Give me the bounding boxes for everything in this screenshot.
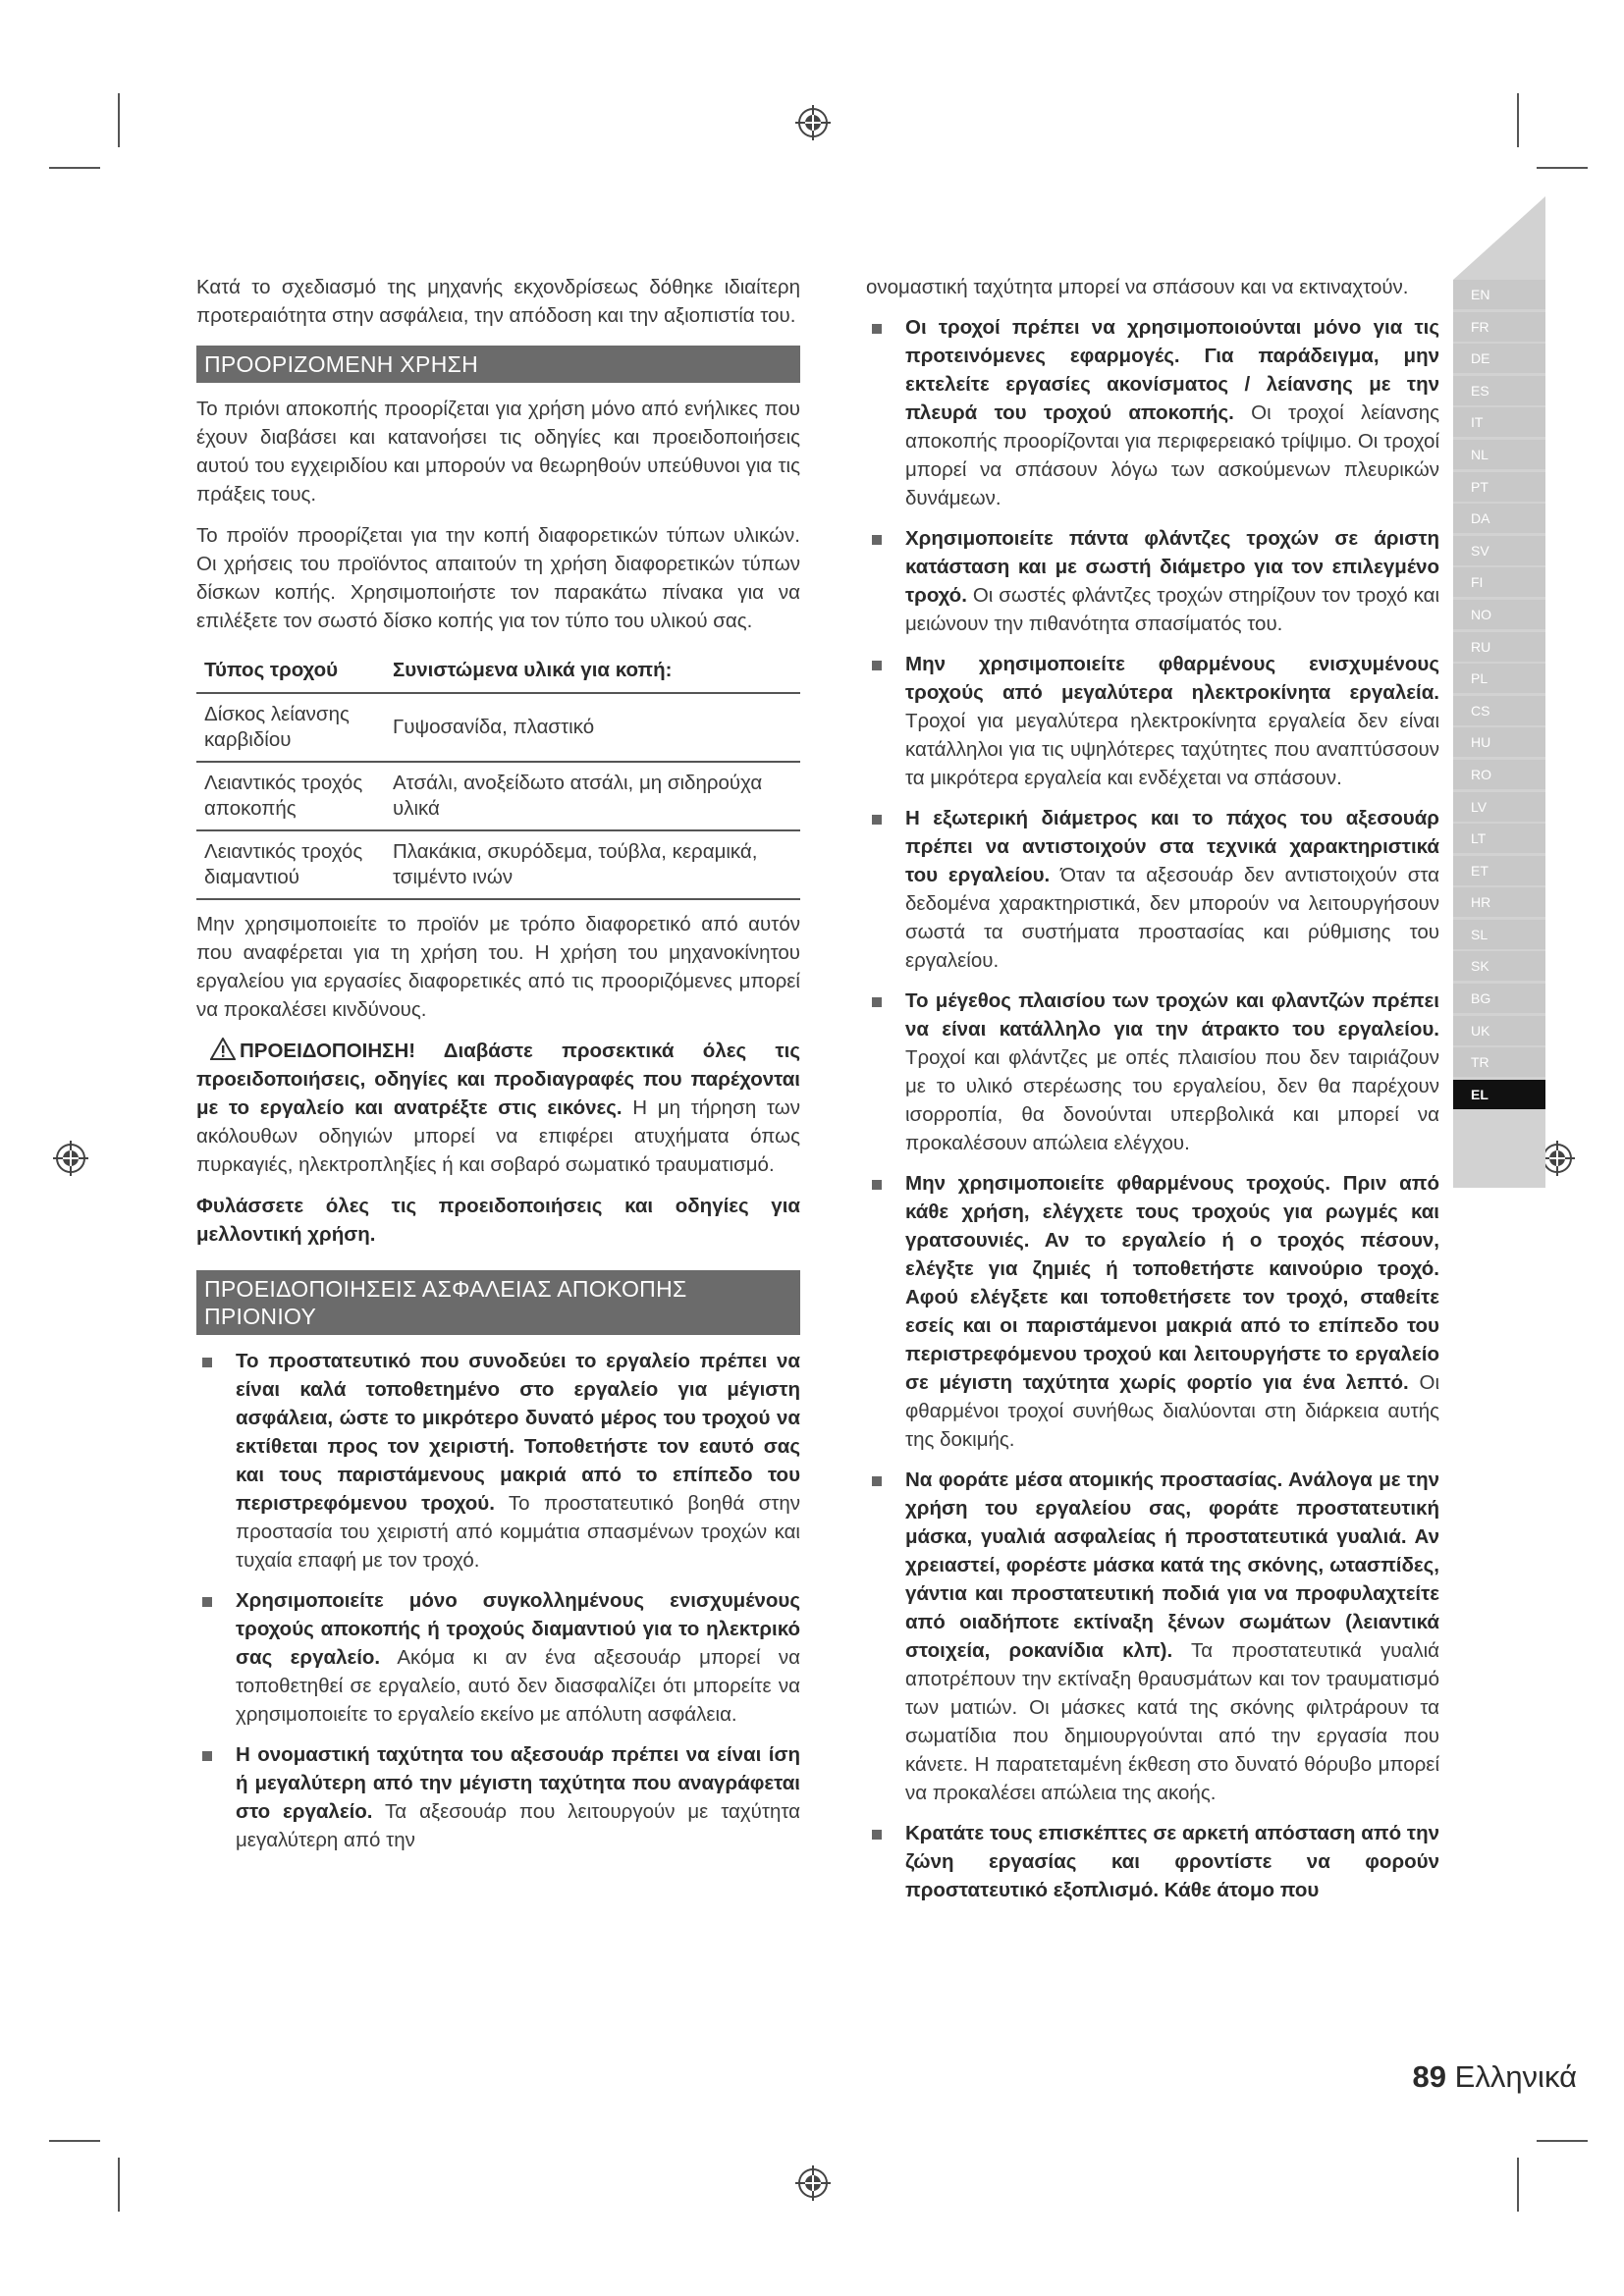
language-tab: SV: [1453, 536, 1545, 565]
table-row: [196, 830, 800, 899]
list-item-text: Τα αξεσουάρ που λειτουργούν με ταχύτητα μεγαλύτερη από την: [236, 1800, 800, 1851]
list-item-text: Τροχοί για μεγαλύτερα ηλεκτροκίνητα εργαλεία δεν είναι κατάλληλοι για τις υψηλότερες ταχύτητες που αναπτύσσουν τα μικρότερα εργαλεία και ενδέχεται να σπάσουν.: [905, 710, 1439, 789]
right-column: [866, 273, 1439, 1916]
crop-mark: [118, 2158, 120, 2212]
table-cell: Λειαντικός τροχός διαμαντιού: [196, 830, 385, 899]
language-tab: DE: [1453, 344, 1545, 373]
usage-warning-paragraph: Μην χρησιμοποιείτε το προϊόν με τρόπο διαφορετικό από αυτόν που αναφέρεται για τη χρήση του. Η χρήση του μηχανοκίνητου εργαλείου για εργασίες διαφορετικές από τις προοριζόμενες μπορεί να προκαλέσει κινδύνους.: [196, 913, 800, 1021]
list-item: [866, 1169, 1439, 1454]
language-tab: FR: [1453, 312, 1545, 342]
list-item: [196, 1347, 800, 1575]
language-tab: IT: [1453, 407, 1545, 437]
list-item-text: Ακόμα κι αν ένα αξεσουάρ μπορεί να τοποθετηθεί σε εργαλείο, αυτό δεν διασφαλίζει ότι μπορείτε να χρησιμοποιείτε το εργαλείο εκείνο με απόλυτη ασφάλεια.: [236, 1646, 800, 1726]
table-row: [196, 693, 800, 762]
list-item-text: Οι τροχοί λείανσης αποκοπής προορίζονται για περιφερειακό τρίψιμο. Οι τροχοί μπορεί να σπάσουν λόγω των ασκούμενων πλευρικών δυνάμεων.: [905, 401, 1439, 509]
page-language: Ελληνικά: [1454, 2059, 1577, 2094]
language-tab: NL: [1453, 440, 1545, 469]
language-tab: DA: [1453, 504, 1545, 533]
language-tab: ET: [1453, 856, 1545, 885]
language-tab: ES: [1453, 376, 1545, 405]
intended-use-heading: ΠΡΟΟΡΙΖΟΜΕΝΗ ΧΡΗΣΗ: [196, 346, 800, 383]
list-item-bold: Μην χρησιμοποιείτε φθαρμένους ενισχυμένους τροχούς από μεγαλύτερα ηλεκτροκίνητα εργαλεία.: [905, 653, 1439, 704]
continuation-text: ονομαστική ταχύτητα μπορεί να σπάσουν και να εκτιναχτούν.: [866, 276, 1409, 298]
language-tab: BG: [1453, 984, 1545, 1013]
crop-mark: [1537, 2140, 1588, 2142]
language-tab: RO: [1453, 760, 1545, 789]
crop-mark: [1537, 167, 1588, 169]
language-tab: EN: [1453, 280, 1545, 309]
list-item-bold: Το μέγεθος πλαισίου των τροχών και φλαντζών πρέπει να είναι κατάλληλο για την άτρακτο του εργαλείου.: [905, 989, 1439, 1041]
list-item-bold: Χρησιμοποιείτε πάντα φλάντζες τροχών σε άριστη κατάσταση και με σωστή διάμετρο για τον επιλεγμένο τροχό.: [905, 527, 1439, 607]
intro-paragraph: Κατά το σχεδιασμό της μηχανής εκχονδρίσεως δόθηκε ιδιαίτερη προτεραιότητα στην ασφάλεια, την απόδοση και την αξιοπιστία του.: [196, 276, 800, 327]
list-item-text: Οι σωστές φλάντζες τροχών στηρίζουν τον τροχό και μειώνουν την πιθανότητα σπασίματός του.: [905, 584, 1439, 635]
safety-heading: ΠΡΟΕΙΔΟΠΟΙΗΣΕΙΣ ΑΣΦΑΛΕΙΑΣ ΑΠΟΚΟΠΗΣ ΠΡΙΟΝΙΟΥ: [196, 1270, 800, 1335]
language-tab: TR: [1453, 1047, 1545, 1077]
intended-use-paragraph: Το προϊόν προορίζεται για την κοπή διαφορετικών τύπων υλικών. Οι χρήσεις του προϊόντος απαιτούν τη χρήση διαφορετικών τύπων δίσκων κοπής. Χρησιμοποιήστε τον παρακάτω πίνακα για να επιλέξετε τον σωστό δίσκο κοπής για τον τύπο του υλικού σας.: [196, 524, 800, 632]
list-item: [196, 1586, 800, 1729]
list-item-bold: Το προστατευτικό που συνοδεύει το εργαλείο πρέπει να είναι καλά τοποθετημένο στο εργαλείο για μέγιστη ασφάλεια, ώστε το μικρότερο δυνατό μέρος του τροχού να εκτίθεται προς τον χειριστή. Τοποθετήστε τον εαυτό σας και τους παριστάμενους μακριά από το επίπεδο του περιστρεφόμενου τροχού.: [236, 1350, 800, 1515]
language-tab: PL: [1453, 664, 1545, 693]
table-header: Τύπος τροχού: [196, 651, 385, 693]
safety-list: [196, 1347, 800, 1854]
table-header: Συνιστώμενα υλικά για κοπή:: [385, 651, 800, 693]
list-item-text: Το προστατευτικό βοηθά στην προστασία του χειριστή από κομμάτια σπασμένων τροχών και τυχαία επαφή με τον τροχό.: [236, 1492, 800, 1572]
language-tab: PT: [1453, 472, 1545, 502]
page-footer: [1413, 2059, 1577, 2095]
page-number: 89: [1412, 2059, 1447, 2094]
list-item-bold: Η εξωτερική διάμετρος και το πάχος του αξεσουάρ πρέπει να αντιστοιχούν στα τεχνικά χαρακτηριστικά του εργαλείου.: [905, 807, 1439, 886]
language-tab: HU: [1453, 727, 1545, 757]
warning-bold-text: ΠΡΟΕΙΔΟΠΟΙΗΣΗ! Διαβάστε προσεκτικά όλες τις προειδοποιήσεις, οδηγίες και προδιαγραφές που παρέχονται με το εργαλείο και ανατρέξτε στις εικόνες.: [196, 1040, 800, 1119]
list-item-text: Οι φθαρμένοι τροχοί συνήθως διαλύονται στη διάρκεια αυτής της δοκιμής.: [905, 1371, 1439, 1451]
language-tab: HR: [1453, 887, 1545, 917]
list-item: [866, 1466, 1439, 1807]
crop-mark: [49, 2140, 100, 2142]
language-tab-active: EL: [1453, 1080, 1545, 1109]
language-index: [1453, 280, 1545, 1111]
crop-mark: [49, 167, 100, 169]
list-item-bold: Οι τροχοί πρέπει να χρησιμοποιούνται μόνο για τις προτεινόμενες εφαρμογές. Για παράδειγμα, μην εκτελείτε εργασίες ακονίσματος / λείανσης με την πλευρά του τροχού αποκοπής.: [905, 316, 1439, 424]
registration-mark-icon: [51, 1139, 90, 1178]
crop-mark: [118, 93, 120, 147]
language-tab: FI: [1453, 567, 1545, 597]
list-item: [866, 524, 1439, 638]
list-item-bold: Χρησιμοποιείτε μόνο συγκολλημένους ενισχυμένους τροχούς αποκοπής ή τροχούς διαμαντιού για το ηλεκτρικό σας εργαλείο.: [236, 1589, 800, 1669]
table-cell: Πλακάκια, σκυρόδεμα, τούβλα, κεραμικά, τσιμέντο ινών: [385, 830, 800, 899]
language-tab: LV: [1453, 792, 1545, 822]
keep-instructions-text: Φυλάσσετε όλες τις προειδοποιήσεις και οδηγίες για μελλοντική χρήση.: [196, 1195, 800, 1246]
list-item: [866, 1819, 1439, 1904]
list-item-bold: Κρατάτε τους επισκέπτες σε αρκετή απόσταση από την ζώνη εργασίας και φροντίστε να φορούν προστατευτικό εξοπλισμό. Κάθε άτομο που: [905, 1822, 1439, 1901]
table-header-row: [196, 651, 800, 693]
crop-mark: [1517, 93, 1519, 147]
table-cell: Δίσκος λείανσης καρβιδίου: [196, 693, 385, 762]
registration-mark-icon: [793, 103, 833, 142]
table-cell: Λειαντικός τροχός αποκοπής: [196, 762, 385, 830]
language-tab: UK: [1453, 1016, 1545, 1045]
table-cell: Γυψοσανίδα, πλαστικό: [385, 693, 800, 762]
list-item-text: Τα προστατευτικά γυαλιά αποτρέπουν την εκτίναξη θραυσμάτων και τον τραυματισμό των ματιών. Οι μάσκες κατά της σκόνης φιλτράρουν τα σωματίδια που δημιουργούνται από την εργασία που κάνετε. Η παρατεταμένη έκθεση στο δυνατό θόρυβο μπορεί να προκαλέσει απώλεια της ακοής.: [905, 1639, 1440, 1804]
warning-triangle-icon: [210, 1038, 236, 1060]
registration-mark-icon: [793, 2163, 833, 2203]
list-item-bold: Μην χρησιμοποιείτε φθαρμένους τροχούς. Πριν από κάθε χρήση, ελέγχετε τους τροχούς για ρωγμές και γρατσουνιές. Αν το εργαλείο ή ο τροχός πέσουν, ελέγξτε για ζημιές ή τοποθετήστε καινούριο τροχό. Αφού ελέγξετε και τοποθετήσετε τον τροχό, σταθείτε εσείς και οι παριστάμενοι μακριά από το επίπεδο του περιστρεφόμενου τροχού και λειτουργήστε το εργαλείο σε μέγιστη ταχύτητα χωρίς φορτίο για ένα λεπτό.: [905, 1172, 1439, 1394]
list-item: [866, 650, 1439, 792]
language-tab: RU: [1453, 632, 1545, 662]
list-item: [866, 804, 1439, 975]
safety-list-continued: [866, 313, 1439, 1904]
warning-text: Η μη τήρηση των ακόλουθων οδηγιών μπορεί να επιφέρει ατυχήματα όπως πυρκαγιές, ηλεκτροπληξίες ή και σοβαρό σωματικό τραυματισμό.: [196, 1096, 800, 1176]
language-tab: CS: [1453, 696, 1545, 725]
list-item-text: Όταν τα αξεσουάρ δεν αντιστοιχούν στα δεδομένα χαρακτηριστικά, δεν μπορούν να λειτουργήσουν σωστά τα συστήματα προστασίας και ρύθμισης του εργαλείου.: [905, 864, 1439, 972]
list-item: [866, 313, 1439, 512]
list-item-bold: Να φοράτε μέσα ατομικής προστασίας. Ανάλογα με την χρήση του εργαλείου σας, φοράτε προστατευτική μάσκα, γυαλιά ασφαλείας ή προστατευτικά γυαλιά. Αν χρειαστεί, φορέστε μάσκα κατά της σκόνης, ωτασπίδες, γάντια και προστατευτική ποδιά για να προφυλαχτείτε από οιαδήποτε εκτίναξη ξένων σωμάτων (λειαντικά στοιχεία, ροκανίδια κλπ).: [905, 1468, 1439, 1662]
language-tab: SK: [1453, 951, 1545, 981]
left-column: [196, 273, 800, 1866]
keep-instructions: [196, 1192, 800, 1249]
language-tab: SL: [1453, 920, 1545, 949]
warning-paragraph: [196, 1037, 800, 1179]
disc-table: [196, 651, 800, 900]
language-tab: LT: [1453, 824, 1545, 853]
list-item: [196, 1740, 800, 1854]
intended-use-paragraph: Το πριόνι αποκοπής προορίζεται για χρήση μόνο από ενήλικες που έχουν διαβάσει και κατανοήσει τις οδηγίες και προειδοποιήσεις αυτού του εγχειριδίου και μπορούν να θεωρηθούν υπεύθυνοι για τις πράξεις τους.: [196, 398, 800, 506]
list-item-bold: Η ονομαστική ταχύτητα του αξεσουάρ πρέπει να είναι ίση ή μεγαλύτερη από την μέγιστη ταχύτητα που αναγράφεται στο εργαλείο.: [236, 1743, 800, 1823]
list-item-text: Τροχοί και φλάντζες με οπές πλαισίου που δεν ταιριάζουν με το υλικό στερέωσης του εργαλείου, δεν θα παρέχουν ισορροπία, θα δονούνται υπερβολικά και μπορεί να προκαλέσουν απώλεια ελέγχου.: [905, 1046, 1439, 1154]
language-tab: NO: [1453, 600, 1545, 629]
crop-mark: [1517, 2158, 1519, 2212]
list-item: [866, 987, 1439, 1157]
table-cell: Ατσάλι, ανοξείδωτο ατσάλι, μη σιδηρούχα υλικά: [385, 762, 800, 830]
table-row: [196, 762, 800, 830]
